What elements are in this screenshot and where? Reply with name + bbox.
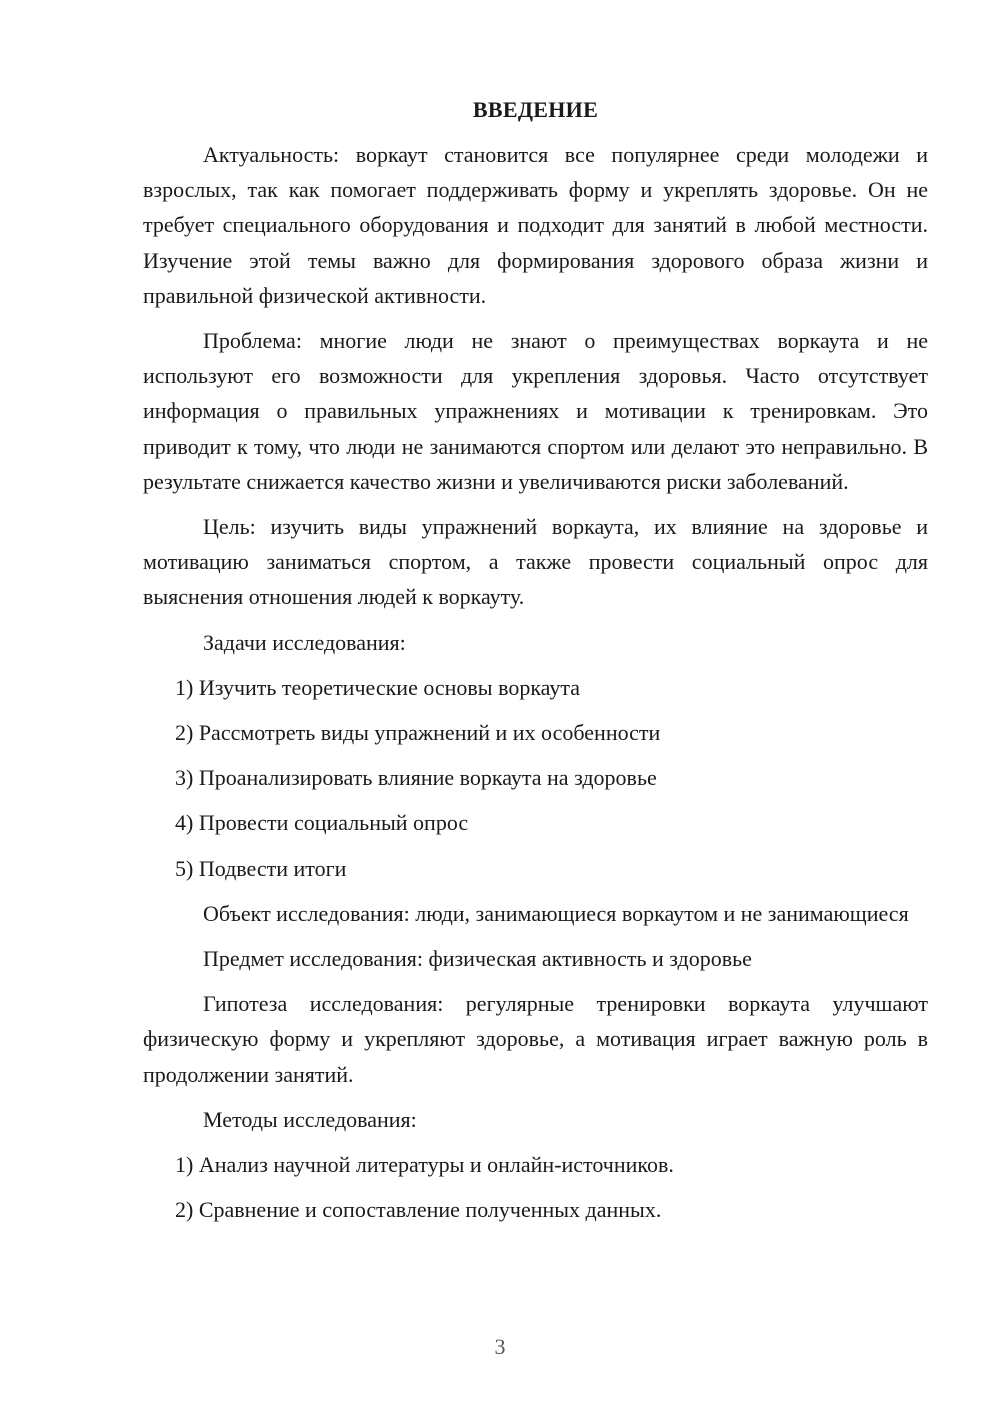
relevance-paragraph: Актуальность: воркаут становится все популярнее среди молодежи и взрослых, так как помогает поддерживать форму и укреплять здоровье. Он не требует специального оборудования и подходит для занятий в любой местности. Изучение этой темы важно для формирования здорового образа жизни и правильной физической активности. <box>143 142 928 308</box>
problem-paragraph: Проблема: многие люди не знают о преимуществах воркаута и не используют его возможности для укрепления здоровья. Часто отсутствует информация о правильных упражнениях и мотивации к тренировкам. Это приводит к тому, что люди не занимаются спортом или делают это неправильно. В результате снижается качество жизни и увеличиваются риски заболеваний. <box>143 328 928 494</box>
list-item: 3) Проанализировать влияние воркаута на здоровье <box>175 765 657 791</box>
goal-paragraph: Цель: изучить виды упражнений воркаута, их влияние на здоровье и мотивацию заниматься спортом, а также провести социальный опрос для выяснения отношения людей к воркауту. <box>143 514 928 610</box>
list-item: 2) Сравнение и сопоставление полученных данных. <box>175 1197 662 1223</box>
tasks-heading: Задачи исследования: <box>203 629 406 655</box>
object-paragraph: Объект исследования: люди, занимающиеся воркаутом и не занимающиеся <box>203 900 909 926</box>
tasks-list <box>143 670 928 886</box>
hypothesis-paragraph: Гипотеза исследования: регулярные тренировки воркаута улучшают физическую форму и укрепляют здоровье, а мотивация играет важную роль в продолжении занятий. <box>143 991 928 1087</box>
page-number: 3 <box>494 1334 506 1359</box>
list-item: 4) Провести социальный опрос <box>175 810 469 836</box>
section-title: ВВЕДЕНИЕ <box>472 97 599 122</box>
document-page <box>143 92 928 1227</box>
list-item: 1) Изучить теоретические основы воркаута <box>175 674 580 700</box>
list-item: 5) Подвести итоги <box>175 855 347 881</box>
list-item: 1) Анализ научной литературы и онлайн-источников. <box>175 1152 674 1178</box>
methods-heading: Методы исследования: <box>203 1106 417 1132</box>
list-item: 2) Рассмотреть виды упражнений и их особенности <box>175 720 661 746</box>
subject-paragraph: Предмет исследования: физическая активность и здоровье <box>203 946 752 972</box>
methods-list <box>143 1147 928 1227</box>
